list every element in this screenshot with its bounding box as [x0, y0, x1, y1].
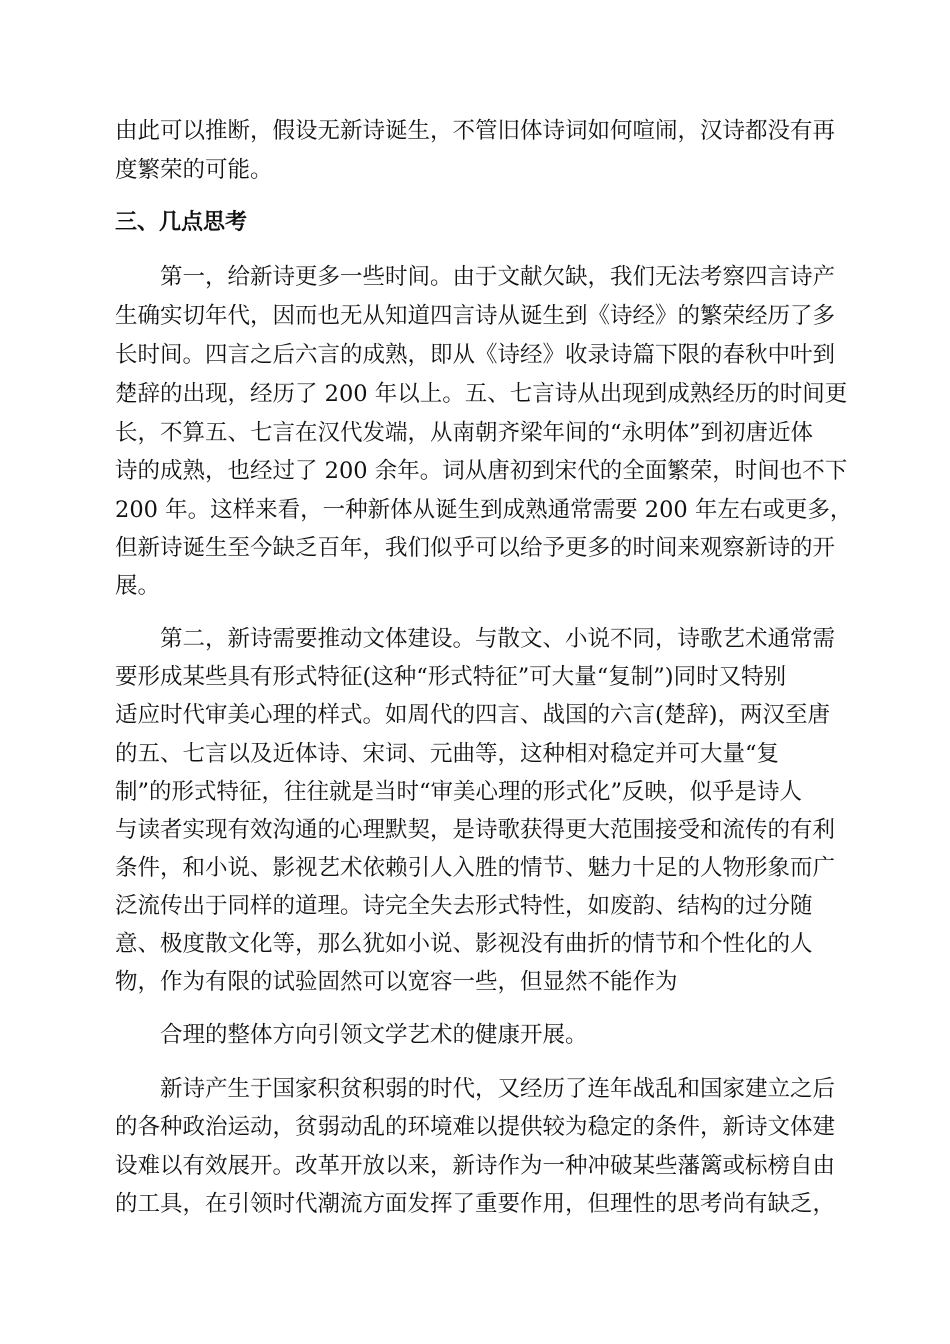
text-line: 诗的成熟，也经过了 200 余年。词从唐初到宋代的全面繁荣，时间也不下: [115, 458, 848, 484]
text-line: 泛流传出于同样的道理。诗完全失去形式特性，如废韵、结构的过分随: [115, 893, 813, 919]
text-line: 第一，给新诗更多一些时间。由于文献欠缺，我们无法考察四言诗产: [115, 264, 836, 290]
text-line: 长，不算五、七言在汉代发端，从南朝齐梁年间的“永明体”到初唐近体: [115, 420, 814, 446]
text-line: 展。: [115, 573, 161, 599]
text-line: 条件，和小说、影视艺术依赖引人入胜的情节、魅力十足的人物形象而广: [115, 855, 836, 881]
text-line: 制”的形式特征，往往就是当时“审美心理的形式化”反映，似乎是诗人: [115, 779, 803, 805]
text-line: 设难以有效展开。改革开放以来，新诗作为一种冲破某些藩篱或标榜自由: [115, 1153, 836, 1179]
text-line: 物，作为有限的试验固然可以宽容一些，但显然不能作为: [115, 969, 678, 995]
text-line: 意、极度散文化等，那么犹如小说、影视没有曲折的情节和个性化的人: [115, 931, 813, 957]
text-line: 由此可以推断，假设无新诗诞生，不管旧体诗词如何喧闹，汉诗都没有再: [115, 118, 836, 144]
text-line: 但新诗诞生至今缺乏百年，我们似乎可以给予更多的时间来观察新诗的开: [115, 535, 836, 561]
text-line: 200 年。这样来看，一种新体从诞生到成熟通常需要 200 年左右或更多，: [115, 497, 853, 523]
text-line: 长时间。四言之后六言的成熟，即从《诗经》收录诗篇下限的春秋中叶到: [115, 342, 836, 368]
text-line: 与读者实现有效沟通的心理默契，是诗歌获得更大范围接受和流传的有利: [115, 817, 836, 843]
text-line: 第二，新诗需要推动文体建设。与散文、小说不同，诗歌艺术通常需: [115, 626, 836, 652]
section-heading: 三、几点思考: [115, 210, 248, 235]
text-line: 适应时代审美心理的样式。如周代的四言、战国的六言(楚辞)，两汉至唐: [115, 702, 831, 728]
text-line: 新诗产生于国家积贫积弱的时代，又经历了连年战乱和国家建立之后: [115, 1076, 836, 1102]
text-line: 要形成某些具有形式特征(这种“形式特征”可大量“复制”)同时又特别: [115, 664, 787, 690]
text-line: 生确实切年代，因而也无从知道四言诗从诞生到《诗经》的繁荣经历了多: [115, 303, 836, 329]
text-line: 的各种政治运动，贫弱动乱的环境难以提供较为稳定的条件，新诗文体建: [115, 1114, 836, 1140]
text-line: 合理的整体方向引领文学艺术的健康开展。: [115, 1022, 588, 1048]
text-line: 度繁荣的可能。: [115, 157, 273, 183]
text-line: 的五、七言以及近体诗、宋词、元曲等，这种相对稳定并可大量“复: [115, 741, 780, 767]
text-line: 的工具，在引领时代潮流方面发挥了重要作用，但理性的思考尚有缺乏，: [115, 1191, 836, 1217]
text-line: 楚辞的出现，经历了 200 年以上。五、七言诗从出现到成熟经历的时间更: [115, 381, 848, 407]
